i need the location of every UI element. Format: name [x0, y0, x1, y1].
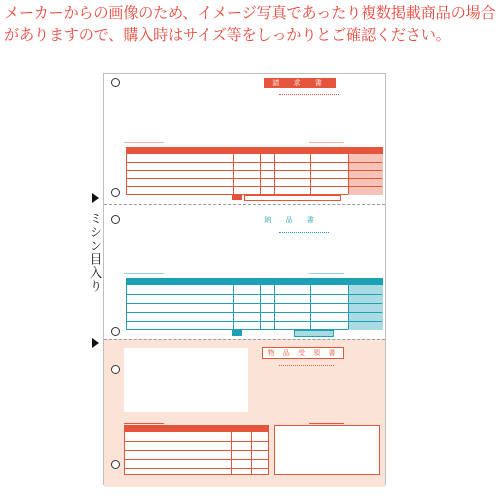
delivery-date-line: [279, 228, 329, 233]
receipt-address-box: [124, 348, 248, 412]
punch-hole-icon: [111, 327, 120, 336]
receipt-client-line: [124, 419, 164, 424]
delivery-total-label: [232, 330, 242, 336]
delivery-shaded-column: [348, 285, 383, 330]
receipt-table-header: [125, 426, 268, 432]
notice-text: メーカーからの画像のため、イメージ写真であったり複数掲載商品の場合がありますので、購入時はサイズ等をしっかりとご確認ください。: [4, 4, 496, 44]
perforation-arrow-bottom-icon: [92, 338, 99, 348]
invoice-total-line: [244, 195, 341, 201]
punch-hole-icon: [111, 365, 120, 374]
delivery-total-box: [294, 330, 334, 337]
invoice-table-header: [127, 148, 382, 154]
receipt-signature-box: [274, 425, 380, 475]
delivery-code-line: [309, 269, 344, 274]
form-sheet: [103, 73, 386, 485]
receipt-date-line: [279, 361, 334, 366]
invoice-shaded-column: [348, 154, 383, 195]
invoice-title: 請 求 書: [264, 78, 336, 88]
delivery-slip: [104, 204, 385, 340]
delivery-table: [126, 278, 383, 330]
perforation-arrow-top-icon: [92, 193, 99, 203]
invoice-table: [126, 147, 383, 195]
punch-hole-icon: [111, 188, 120, 197]
punch-hole-icon: [111, 215, 120, 224]
receipt-table: [124, 425, 269, 475]
receipt-code-line: [309, 419, 344, 424]
punch-hole-icon: [111, 460, 120, 469]
perforation-label: ミシン目入り: [88, 212, 103, 293]
invoice-code-line: [309, 138, 344, 143]
invoice-date-line: [279, 90, 339, 95]
punch-hole-icon: [111, 78, 120, 87]
receipt-title: 物 品 受 領 書: [262, 347, 344, 359]
invoice-slip: [104, 74, 385, 204]
invoice-total-label: [232, 194, 242, 200]
delivery-title: 納 品 書: [264, 216, 320, 224]
delivery-client-line: [124, 269, 164, 274]
invoice-client-line: [124, 138, 164, 143]
delivery-table-header: [127, 279, 382, 285]
receipt-slip: [104, 339, 385, 487]
